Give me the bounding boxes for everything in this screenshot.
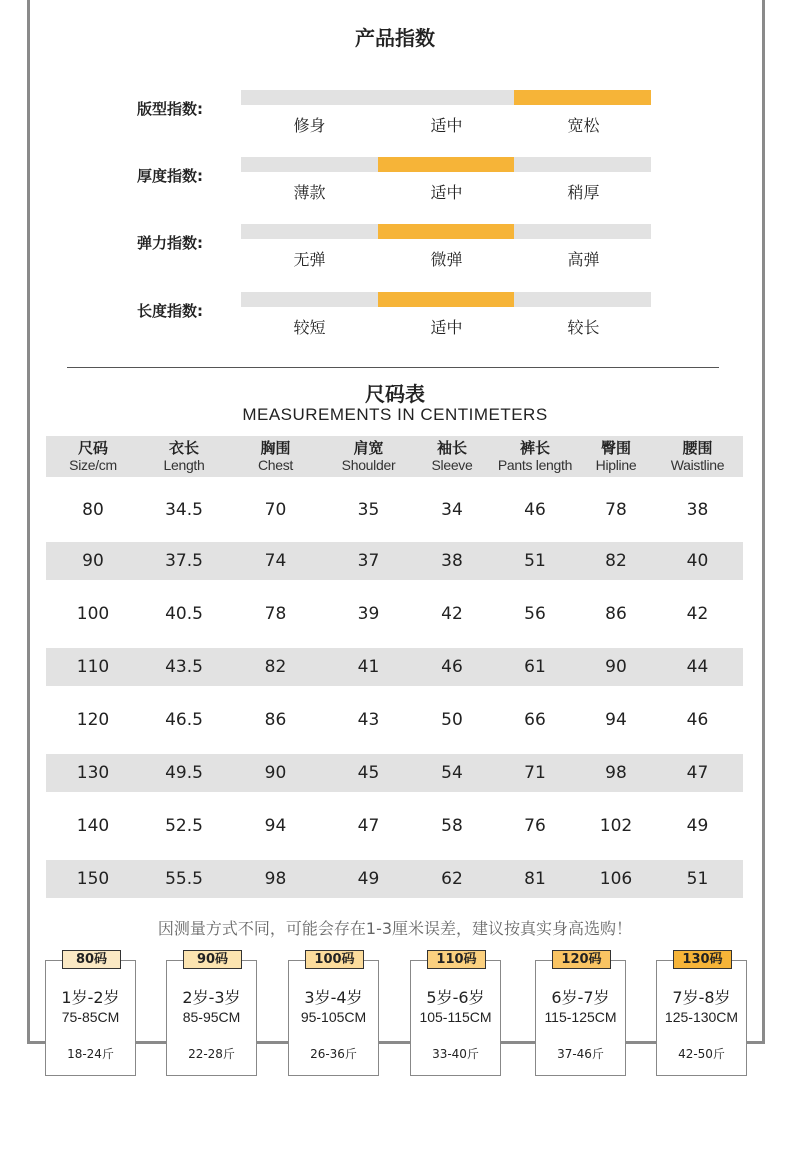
- table-cell: 86: [264, 710, 287, 730]
- frame-left-border: [27, 0, 30, 1044]
- index-track: [241, 224, 651, 239]
- table-cell: 45: [357, 763, 380, 783]
- age-card: [656, 952, 747, 1076]
- size-tag: 80码: [62, 950, 121, 969]
- height-range: 95-105CM: [300, 1009, 367, 1025]
- header-en-label: Shoulder: [341, 457, 396, 473]
- table-cell: 106: [599, 869, 633, 889]
- index-segment: [514, 224, 651, 239]
- table-cell: 90: [82, 551, 104, 571]
- index-label: 版型指数:: [137, 100, 203, 118]
- table-cell: 80: [82, 499, 104, 520]
- index-track: [241, 292, 651, 307]
- table-cell: 62: [441, 869, 463, 889]
- size-table-header: [46, 436, 743, 477]
- table-cell: 46.5: [165, 710, 203, 730]
- index-option-label: 宽松: [567, 116, 600, 135]
- table-header-cell: [580, 436, 652, 477]
- frame-right-border: [762, 0, 765, 1044]
- header-en-label: Length: [163, 457, 205, 473]
- header-en-label: Chest: [257, 457, 294, 473]
- header-zh-label: 胸围: [260, 439, 291, 457]
- index-option-label: 适中: [430, 318, 463, 337]
- table-cell: 42: [441, 604, 463, 624]
- table-cell: 39: [357, 604, 380, 624]
- header-zh-label: 尺码: [77, 439, 108, 457]
- age-range: 6岁-7岁: [551, 988, 610, 1007]
- index-track: [241, 90, 651, 105]
- table-cell: 55.5: [165, 869, 203, 889]
- index-option-label: 薄款: [293, 183, 326, 202]
- index-option-label: 适中: [430, 116, 463, 135]
- table-cell: 51: [686, 869, 709, 889]
- table-cell: 81: [524, 869, 546, 889]
- table-cell: 58: [441, 816, 463, 836]
- height-range: 85-95CM: [182, 1009, 241, 1025]
- measurement-note: 因测量方式不同，可能会存在1-3厘米误差，建议按真实身高选购！: [157, 919, 633, 938]
- table-cell: 54: [441, 763, 463, 783]
- table-cell: 70: [264, 499, 287, 520]
- table-cell: 49: [357, 869, 380, 889]
- height-range: 105-115CM: [419, 1009, 492, 1025]
- height-range: 75-85CM: [61, 1009, 120, 1025]
- index-option-label: 微弹: [430, 250, 463, 269]
- index-segment-selected: [378, 224, 515, 239]
- size-table: [46, 436, 743, 898]
- table-cell: 50: [441, 710, 463, 730]
- table-row: [46, 686, 743, 754]
- size-chart-title: 尺码表: [365, 382, 425, 406]
- table-cell: 98: [605, 763, 627, 783]
- header-zh-label: 臀围: [600, 439, 631, 457]
- size-tag: 110码: [427, 950, 486, 969]
- table-cell: 49.5: [165, 763, 203, 783]
- weight-range: 42-50斤: [678, 1047, 725, 1061]
- header-zh-label: 袖长: [436, 439, 467, 457]
- header-en-label: Pants length: [497, 457, 573, 473]
- table-cell: 74: [264, 551, 287, 571]
- table-cell: 40: [686, 551, 709, 571]
- table-header-cell: [46, 436, 140, 477]
- table-header-cell: [228, 436, 323, 477]
- table-header-cell: [490, 436, 580, 477]
- table-cell: 40.5: [165, 604, 203, 624]
- index-segment: [514, 157, 651, 172]
- age-card: [45, 952, 136, 1076]
- header-en-label: Hipline: [595, 457, 637, 473]
- table-cell: 130: [76, 763, 110, 783]
- table-cell: 35: [357, 499, 380, 520]
- table-cell: 82: [264, 657, 287, 677]
- table-cell: 98: [264, 869, 287, 889]
- age-range: 5岁-6岁: [426, 988, 485, 1007]
- table-cell: 82: [605, 551, 627, 571]
- index-segment: [378, 90, 515, 105]
- table-cell: 90: [605, 657, 627, 677]
- table-cell: 51: [524, 551, 546, 571]
- index-label: 厚度指数:: [137, 167, 203, 185]
- age-card: [166, 952, 257, 1076]
- table-header-cell: [414, 436, 490, 477]
- header-zh-label: 裤长: [519, 439, 550, 457]
- table-row: [46, 477, 743, 542]
- table-cell: 150: [76, 869, 110, 889]
- table-cell: 66: [524, 710, 546, 730]
- index-segment-selected: [378, 157, 515, 172]
- table-row: [46, 648, 743, 686]
- weight-range: 22-28斤: [188, 1047, 235, 1061]
- table-cell: 94: [264, 816, 287, 836]
- product-index-title: 产品指数: [355, 26, 435, 50]
- index-track: [241, 157, 651, 172]
- table-cell: 38: [686, 499, 709, 520]
- table-cell: 44: [686, 657, 709, 677]
- header-zh-label: 肩宽: [353, 439, 384, 457]
- index-option-label: 稍厚: [567, 183, 600, 202]
- age-range: 7岁-8岁: [672, 988, 731, 1007]
- index-segment: [514, 292, 651, 307]
- header-en-label: Waistline: [670, 457, 725, 473]
- table-cell: 71: [524, 763, 546, 783]
- index-option-label: 适中: [430, 183, 463, 202]
- index-segment-selected: [378, 292, 515, 307]
- age-range: 2岁-3岁: [182, 988, 241, 1007]
- table-cell: 78: [264, 604, 287, 624]
- table-cell: 90: [264, 763, 287, 783]
- table-cell: 56: [524, 604, 546, 624]
- table-cell: 42: [686, 604, 709, 624]
- table-cell: 46: [686, 710, 709, 730]
- index-option-label: 无弹: [293, 250, 326, 269]
- table-cell: 140: [76, 816, 110, 836]
- index-option-label: 修身: [293, 116, 326, 135]
- index-option-label: 高弹: [567, 250, 600, 269]
- table-row: [46, 542, 743, 580]
- index-segment: [241, 224, 378, 239]
- age-range: 1岁-2岁: [61, 988, 120, 1007]
- table-cell: 94: [605, 710, 627, 730]
- size-tag: 90码: [183, 950, 242, 969]
- weight-range: 26-36斤: [310, 1047, 357, 1061]
- age-card: [535, 952, 626, 1076]
- header-zh-label: 腰围: [682, 439, 713, 457]
- size-tag: 100码: [305, 950, 364, 969]
- table-cell: 46: [524, 499, 546, 520]
- table-cell: 49: [686, 816, 709, 836]
- table-cell: 34: [441, 499, 463, 520]
- table-cell: 100: [76, 604, 110, 624]
- index-segment: [241, 292, 378, 307]
- index-segment: [241, 157, 378, 172]
- table-row: [46, 754, 743, 792]
- index-label: 弹力指数:: [137, 234, 203, 252]
- table-cell: 43.5: [165, 657, 203, 677]
- height-range: 115-125CM: [544, 1009, 617, 1025]
- height-range: 125-130CM: [664, 1009, 739, 1025]
- weight-range: 37-46斤: [557, 1047, 604, 1061]
- index-segment-selected: [514, 90, 651, 105]
- header-en-label: Sleeve: [431, 457, 473, 473]
- table-header-cell: [140, 436, 228, 477]
- table-cell: 38: [441, 551, 463, 571]
- table-cell: 47: [357, 816, 380, 836]
- table-cell: 34.5: [165, 499, 203, 520]
- table-cell: 46: [441, 657, 463, 677]
- size-table-body: [46, 477, 743, 898]
- weight-range: 18-24斤: [67, 1047, 114, 1061]
- table-cell: 61: [524, 657, 546, 677]
- table-cell: 120: [76, 710, 110, 730]
- frame-bottom-border: [27, 1041, 765, 1044]
- table-cell: 37: [357, 551, 380, 571]
- table-cell: 76: [524, 816, 546, 836]
- size-tag: 130码: [673, 950, 732, 969]
- table-row: [46, 860, 743, 898]
- index-option-label: 较长: [567, 318, 600, 337]
- header-en-label: Size/cm: [69, 457, 117, 473]
- table-row: [46, 580, 743, 648]
- weight-range: 33-40斤: [432, 1047, 479, 1061]
- age-card: [410, 952, 501, 1076]
- table-cell: 37.5: [165, 551, 203, 571]
- table-cell: 102: [599, 816, 633, 836]
- table-row: [46, 792, 743, 860]
- table-cell: 43: [357, 710, 380, 730]
- table-cell: 110: [76, 657, 110, 677]
- index-label: 长度指数:: [137, 302, 203, 320]
- table-header-cell: [652, 436, 743, 477]
- index-option-label: 较短: [293, 318, 326, 337]
- size-chart-subtitle: MEASUREMENTS IN CENTIMETERS: [242, 405, 548, 424]
- table-cell: 47: [686, 763, 709, 783]
- table-cell: 86: [605, 604, 627, 624]
- table-cell: 78: [605, 499, 627, 520]
- age-card: [288, 952, 379, 1076]
- section-divider: [67, 367, 719, 368]
- table-header-cell: [323, 436, 414, 477]
- size-tag: 120码: [552, 950, 611, 969]
- table-cell: 52.5: [165, 816, 203, 836]
- table-cell: 41: [357, 657, 380, 677]
- index-segment: [241, 90, 378, 105]
- age-range: 3岁-4岁: [304, 988, 363, 1007]
- header-zh-label: 衣长: [168, 439, 199, 457]
